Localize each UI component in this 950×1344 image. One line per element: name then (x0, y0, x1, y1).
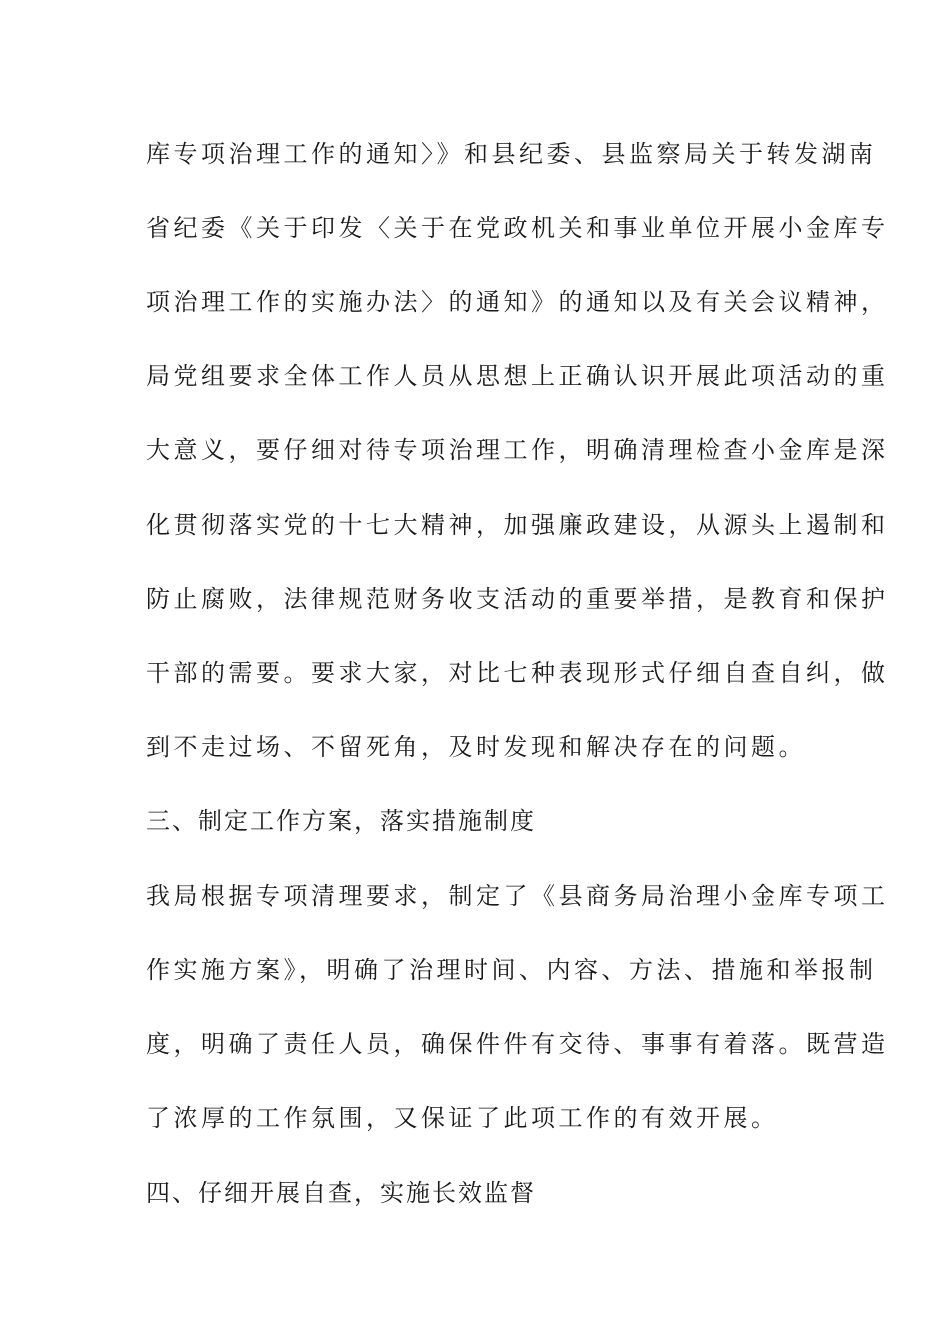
paragraph-line: 防止腐败，法律规范财务收支活动的重要举措，是教育和保护 (146, 585, 889, 613)
paragraph-line: 项治理工作的实施办法〉的通知》的通知以及有关会议精神， (146, 288, 889, 316)
paragraph-line: 干部的需要。要求大家，对比七种表现形式仔细自查自纠，做 (146, 659, 889, 687)
paragraph-line: 到不走过场、不留死角，及时发现和解决存在的问题。 (146, 733, 806, 761)
paragraph-line: 我局根据专项清理要求，制定了《县商务局治理小金库专项工 (146, 882, 889, 910)
paragraph-line: 化贯彻落实党的十七大精神，加强廉政建设，从源头上遏制和 (146, 511, 889, 539)
paragraph-line: 作实施方案》，明确了治理时间、内容、方法、措施和举报制 (146, 956, 877, 984)
section-heading-4: 四、仔细开展自查，实施长效监督 (146, 1179, 536, 1207)
paragraph-line: 库专项治理工作的通知〉》和县纪委、县监察局关于转发湖南 (146, 140, 877, 168)
paragraph-line: 局党组要求全体工作人员从思想上正确认识开展此项活动的重 (146, 362, 889, 390)
paragraph-line: 了浓厚的工作氛围，又保证了此项工作的有效开展。 (146, 1104, 779, 1132)
paragraph-line: 省纪委《关于印发〈关于在党政机关和事业单位开展小金库专 (146, 214, 889, 242)
paragraph-line: 度，明确了责任人员，确保件件有交待、事事有着落。既营造 (146, 1030, 889, 1058)
paragraph-line: 大意义，要仔细对待专项治理工作，明确清理检查小金库是深 (146, 436, 889, 464)
section-heading-3: 三、制定工作方案，落实措施制度 (146, 807, 536, 835)
